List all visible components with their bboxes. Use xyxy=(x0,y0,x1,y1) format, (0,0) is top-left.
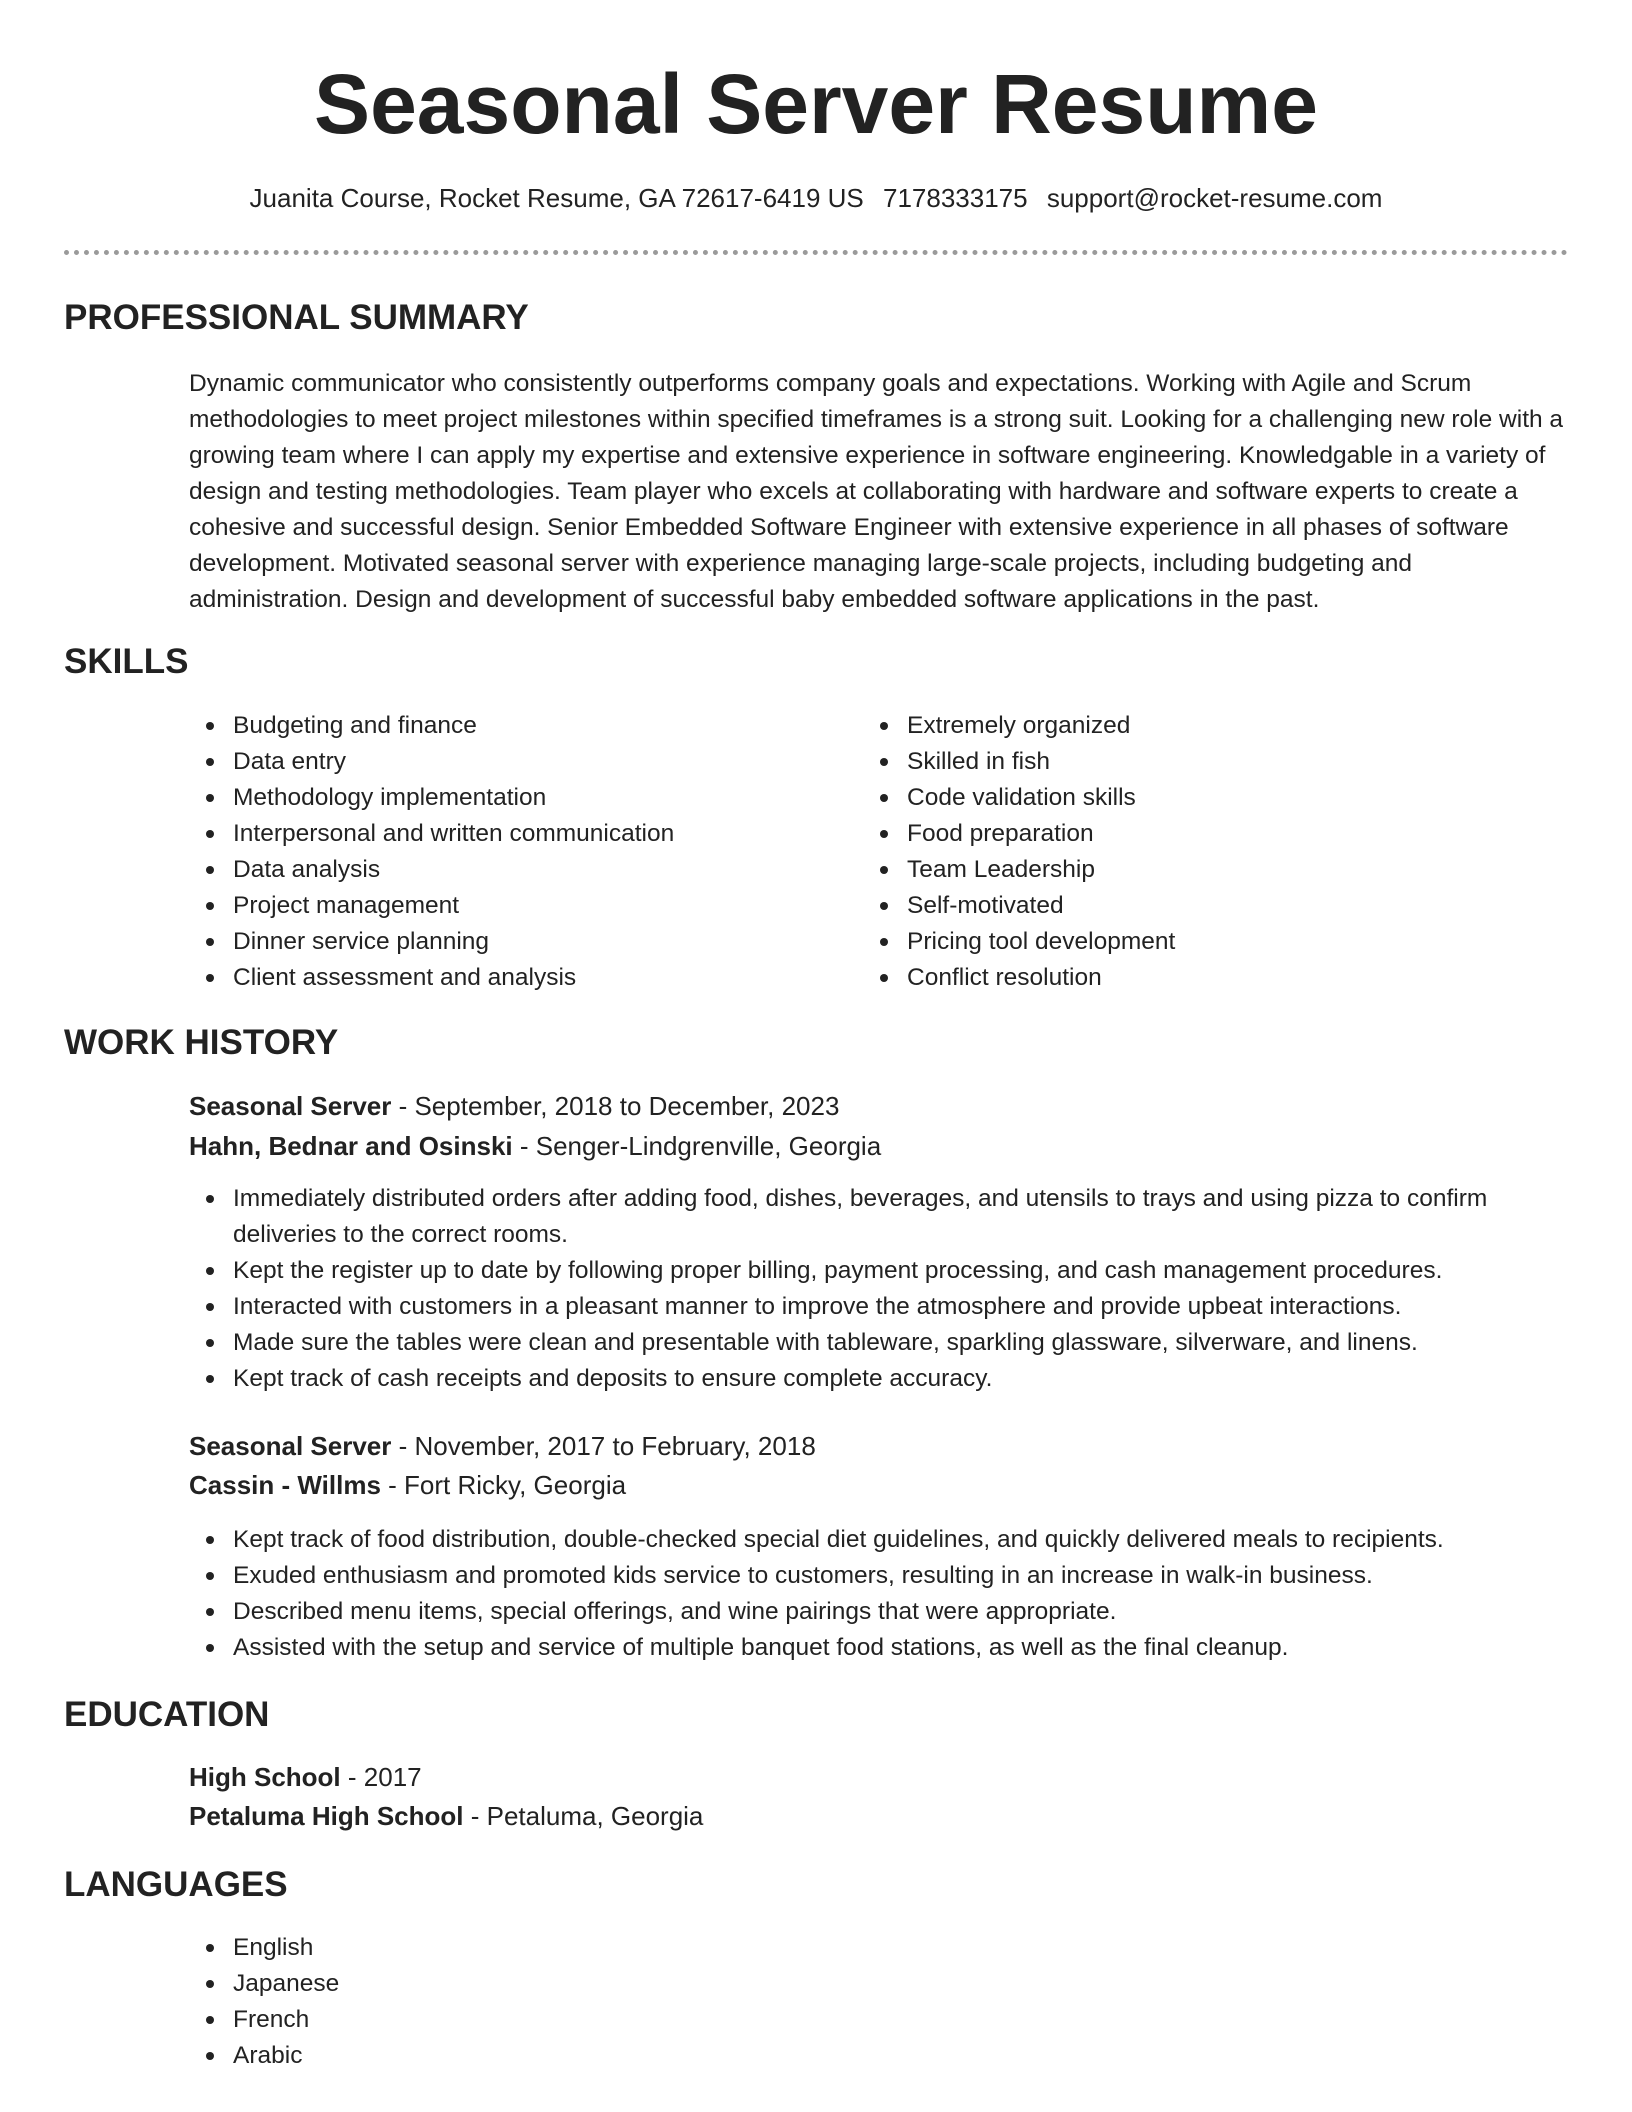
job-bullet: Kept the register up to date by following proper billing, payment processing, and cash management procedures. xyxy=(189,1253,1569,1289)
job-location: - Senger-Lindgrenville, Georgia xyxy=(512,1131,882,1161)
job-dates: - September, 2018 to December, 2023 xyxy=(391,1091,840,1121)
skill-item: Methodology implementation xyxy=(189,780,829,816)
job-bullet: Kept track of cash receipts and deposits to ensure complete accuracy. xyxy=(189,1361,1569,1397)
skill-item: Food preparation xyxy=(863,816,1503,852)
job-bullet: Assisted with the setup and service of multiple banquet food stations, as well as the final cleanup. xyxy=(189,1630,1569,1666)
job-bullet: Exuded enthusiasm and promoted kids service to customers, resulting in an increase in walk-in business. xyxy=(189,1558,1569,1594)
resume-title: Seasonal Server Resume xyxy=(314,57,1318,151)
job-bullet: Interacted with customers in a pleasant manner to improve the atmosphere and provide upbeat interactions. xyxy=(189,1289,1569,1325)
contact-address: Juanita Course, Rocket Resume, GA 72617-6419 US xyxy=(249,183,864,213)
job-bullets xyxy=(189,1522,1569,1666)
education-location: - Petaluma, Georgia xyxy=(463,1801,704,1831)
job-company-line xyxy=(189,1466,626,1504)
contact-line xyxy=(0,180,1632,216)
skill-item: Data entry xyxy=(189,744,829,780)
skill-item: Budgeting and finance xyxy=(189,708,829,744)
section-title-languages: LANGUAGES xyxy=(64,1865,288,1904)
skill-item: Dinner service planning xyxy=(189,924,829,960)
job-dates: - November, 2017 to February, 2018 xyxy=(391,1431,816,1461)
job-bullet: Kept track of food distribution, double-checked special diet guidelines, and quickly delivered meals to recipients. xyxy=(189,1522,1569,1558)
section-title-skills: SKILLS xyxy=(64,642,189,681)
education-degree-line xyxy=(189,1758,422,1796)
job-company: Hahn, Bednar and Osinski xyxy=(189,1131,513,1161)
job-title-line xyxy=(189,1427,816,1465)
job-role: Seasonal Server xyxy=(189,1431,392,1461)
skill-item: Extremely organized xyxy=(863,708,1503,744)
language-item: Arabic xyxy=(189,2038,789,2074)
contact-email: support@rocket-resume.com xyxy=(1046,183,1383,213)
skill-item: Code validation skills xyxy=(863,780,1503,816)
skill-item: Pricing tool development xyxy=(863,924,1503,960)
languages-list xyxy=(189,1930,789,2074)
job-company-line xyxy=(189,1127,881,1165)
section-title-summary: PROFESSIONAL SUMMARY xyxy=(64,298,529,337)
job-title-line xyxy=(189,1087,839,1125)
job-company: Cassin - Willms xyxy=(189,1470,381,1500)
skill-item: Self-motivated xyxy=(863,888,1503,924)
skill-item: Project management xyxy=(189,888,829,924)
language-item: Japanese xyxy=(189,1966,789,2002)
education-school: Petaluma High School xyxy=(189,1801,464,1831)
job-bullet: Described menu items, special offerings, and wine pairings that were appropriate. xyxy=(189,1594,1569,1630)
section-title-education: EDUCATION xyxy=(64,1695,270,1734)
job-bullets xyxy=(189,1181,1569,1397)
summary-text: Dynamic communicator who consistently outperforms company goals and expectations. Working with Agile and Scrum methodologies to meet project milestones within specified timeframes is a strong suit. Looking for a challenging new role with a growing team where I can apply my expertise and extensive experience in software engineering. Knowledgable in a variety of design and testing methodologies. Team player who excels at collaborating with hardware and software experts to create a cohesive and successful design. Senior Embedded Software Engineer with extensive experience in all phases of software development. Motivated seasonal server with experience managing large-scale projects, including budgeting and administration. Design and development of successful baby embedded software applications in the past. xyxy=(189,370,1564,613)
skill-item: Client assessment and analysis xyxy=(189,960,829,996)
education-school-line xyxy=(189,1797,703,1835)
skills-list-left xyxy=(189,708,829,996)
language-item: English xyxy=(189,1930,789,1966)
skills-list-right xyxy=(863,708,1503,996)
job-bullet: Made sure the tables were clean and presentable with tableware, sparkling glassware, silverware, and linens. xyxy=(189,1325,1569,1361)
skill-item: Data analysis xyxy=(189,852,829,888)
job-location: - Fort Ricky, Georgia xyxy=(380,1470,627,1500)
job-bullet: Immediately distributed orders after adding food, dishes, beverages, and utensils to trays and using pizza to confirm deliveries to the correct rooms. xyxy=(189,1181,1569,1253)
job-role: Seasonal Server xyxy=(189,1091,392,1121)
section-title-work-history: WORK HISTORY xyxy=(64,1023,339,1062)
education-year: - 2017 xyxy=(340,1762,422,1792)
skill-item: Team Leadership xyxy=(863,852,1503,888)
education-degree: High School xyxy=(189,1762,341,1792)
header-divider xyxy=(64,250,1568,255)
contact-phone: 7178333175 xyxy=(883,183,1028,213)
skill-item: Skilled in fish xyxy=(863,744,1503,780)
language-item: French xyxy=(189,2002,789,2038)
skill-item: Interpersonal and written communication xyxy=(189,816,829,852)
skill-item: Conflict resolution xyxy=(863,960,1503,996)
